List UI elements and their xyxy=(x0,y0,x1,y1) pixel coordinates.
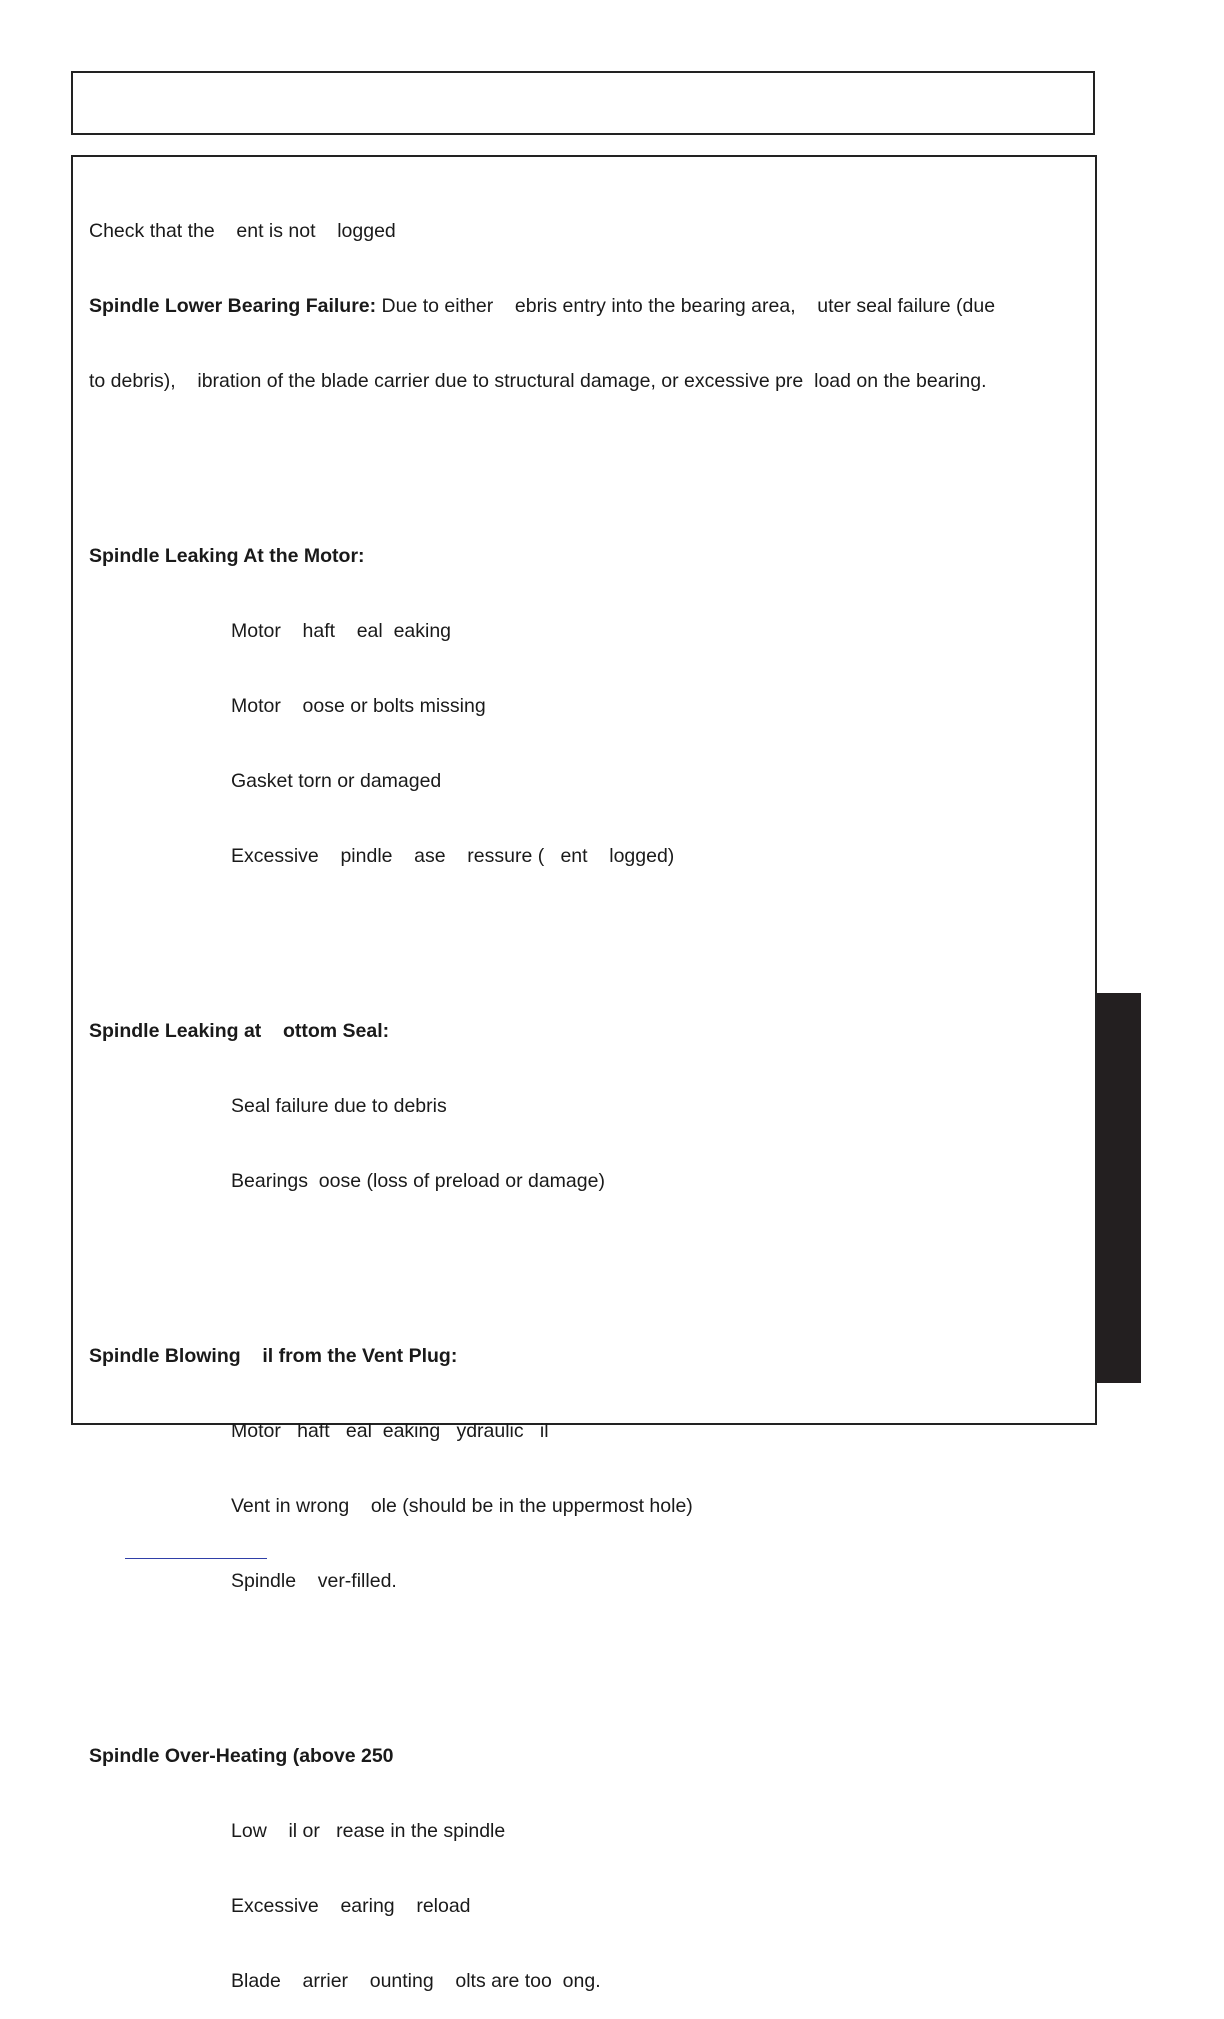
vent-check-line: Check that the ent is not logged xyxy=(89,220,396,242)
list-item: Spindle ver-filled. xyxy=(231,1570,397,1592)
list-item: Seal failure due to debris xyxy=(231,1095,447,1117)
list-item: Blade arrier ounting olts are too ong. xyxy=(231,1970,601,1992)
over-heating-heading: Spindle Over-Heating (above 250 xyxy=(89,1745,394,1767)
list-item: Excessive earing reload xyxy=(231,1895,471,1917)
list-item: Low il or rease in the spindle xyxy=(231,1820,506,1842)
list-item: Excessive pindle ase ressure ( ent logged) xyxy=(231,845,675,867)
list-item: Bearings oose (loss of preload or damage) xyxy=(231,1170,605,1192)
list-item: Motor haft eal eaking ydraulic il xyxy=(231,1420,549,1442)
header-box xyxy=(71,71,1095,135)
footer-link-underline xyxy=(125,1558,267,1559)
list-item: Gasket torn or damaged xyxy=(231,770,442,792)
list-item: Vent in wrong ole (should be in the uppermost hole) xyxy=(231,1495,693,1517)
list-item: Motor oose or bolts missing xyxy=(231,695,486,717)
motor-leak-heading: Spindle Leaking At the Motor: xyxy=(89,545,365,567)
bottom-seal-heading: Spindle Leaking at ottom Seal: xyxy=(89,1020,390,1042)
troubleshooting-content xyxy=(89,169,1089,2019)
bearing-failure-heading: Spindle Lower Bearing Failure: xyxy=(89,295,377,317)
section-side-tab xyxy=(1097,993,1141,1383)
bearing-failure-continued: to debris), ibration of the blade carrier due to structural damage, or excessive pre load on the bearing. xyxy=(89,370,987,392)
bearing-failure-text: Due to either ebris entry into the bearing area, uter seal failure (due xyxy=(376,295,996,317)
vent-plug-heading: Spindle Blowing il from the Vent Plug: xyxy=(89,1345,458,1367)
bearing-failure-line xyxy=(89,294,1089,319)
list-item: Motor haft eal eaking xyxy=(231,620,452,642)
